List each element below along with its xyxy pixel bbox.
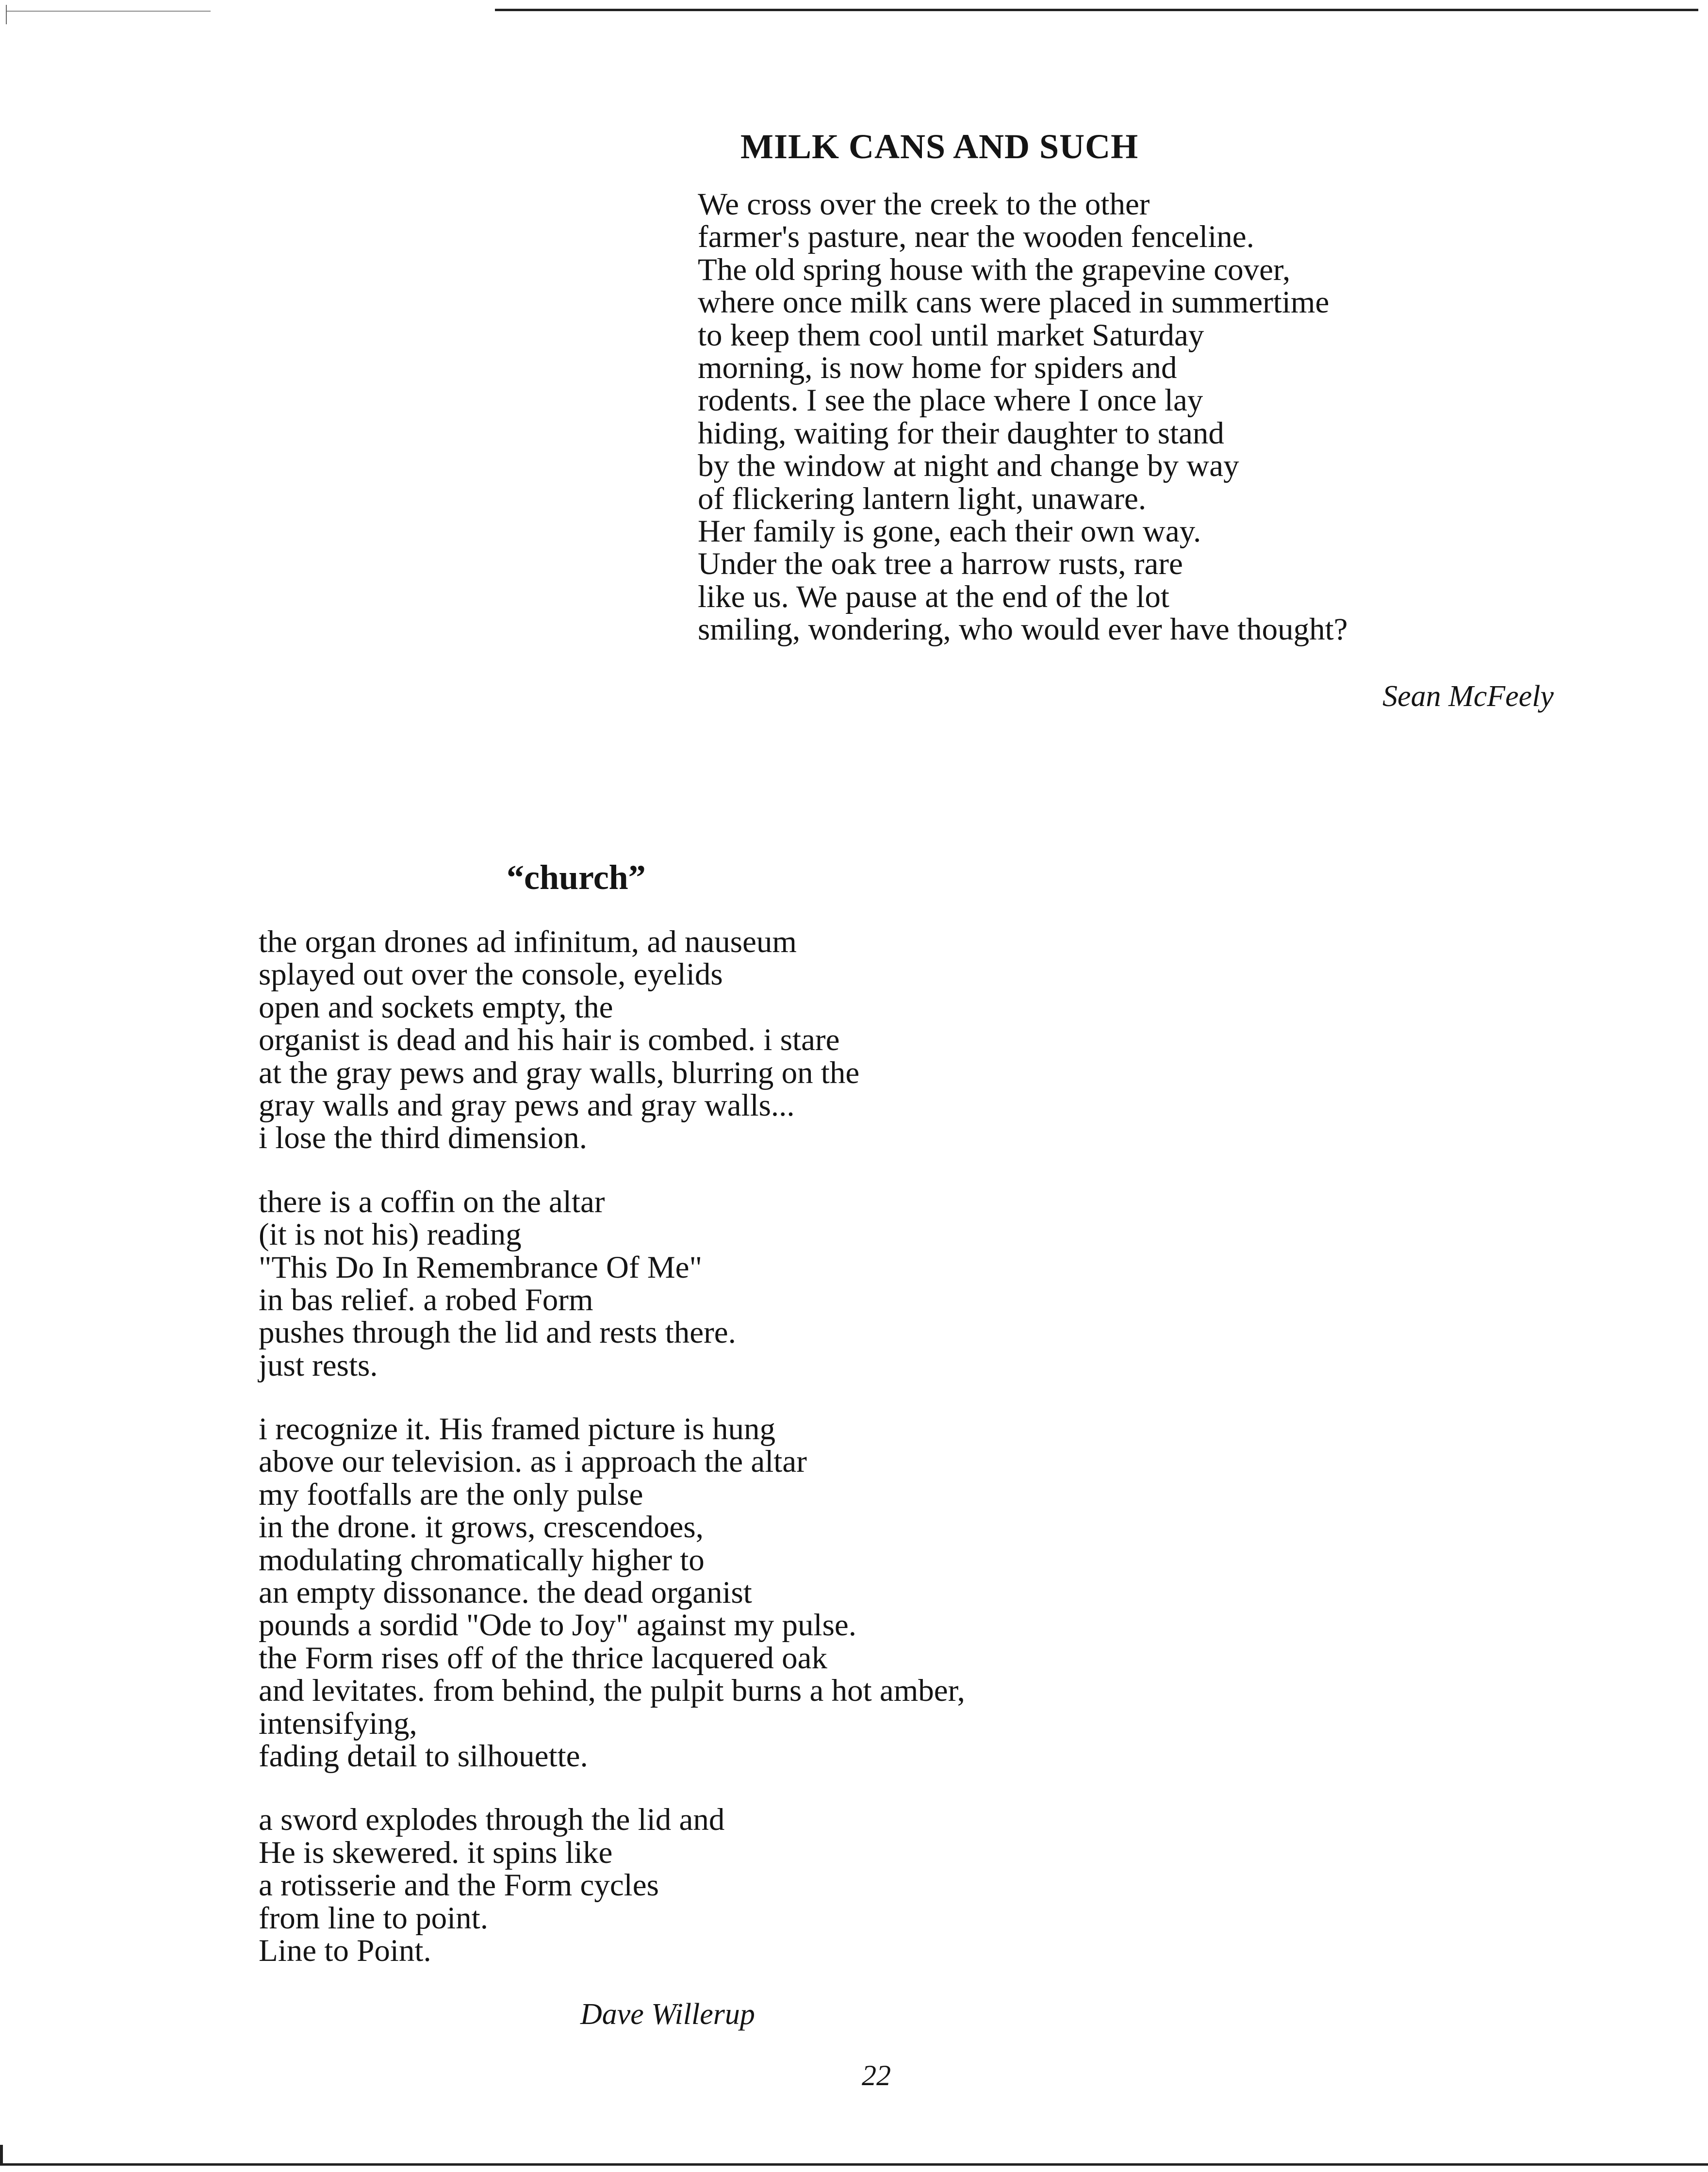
poem-line: rodents. I see the place where I once lay xyxy=(698,383,1203,418)
poem-line: to keep them cool until market Saturday xyxy=(698,317,1204,353)
page-number: 22 xyxy=(862,2059,891,2091)
poem-line: from line to point. xyxy=(259,1900,488,1936)
poem-line: (it is not his) reading xyxy=(259,1217,522,1252)
poem-line: "This Do In Remembrance Of Me" xyxy=(259,1250,703,1285)
poem-line: intensifying, xyxy=(259,1706,417,1741)
stanza-break xyxy=(259,1155,965,1186)
poem-body-milk-cans xyxy=(698,188,1347,646)
corner-mark-bottom xyxy=(0,2145,3,2164)
poem-line: in the drone. it grows, crescendoes, xyxy=(259,1510,704,1545)
bottom-rule xyxy=(0,2163,1708,2166)
poem-line: my footfalls are the only pulse xyxy=(259,1477,643,1512)
poem-line: of flickering lantern light, unaware. xyxy=(698,481,1147,516)
poem-line: above our television. as i approach the altar xyxy=(259,1444,807,1480)
poem-line: Her family is gone, each their own way. xyxy=(698,513,1201,549)
poem-line: splayed out over the console, eyelids xyxy=(259,957,723,992)
poem-line: there is a coffin on the altar xyxy=(259,1184,605,1219)
stanza-break xyxy=(259,1382,965,1413)
poem-body-church xyxy=(259,926,965,1967)
poem-line: morning, is now home for spiders and xyxy=(698,350,1177,385)
poem-line: the organ drones ad infinitum, ad nauseum xyxy=(259,924,797,959)
poem-author-milk-cans: Sean McFeely xyxy=(1382,680,1554,713)
poem-line: a sword explodes through the lid and xyxy=(259,1802,725,1838)
poem-line: smiling, wondering, who would ever have thought? xyxy=(698,612,1348,647)
poem-line: gray walls and gray pews and gray walls... xyxy=(259,1087,795,1123)
poem-line: farmer's pasture, near the wooden fenceline. xyxy=(698,219,1254,255)
poem-line: where once milk cans were placed in summertime xyxy=(698,285,1330,320)
poem-line: in bas relief. a robed Form xyxy=(259,1282,593,1317)
top-rule-faint xyxy=(7,11,211,12)
poem-line: Line to Point. xyxy=(259,1933,431,1968)
poem-line: pounds a sordid "Ode to Joy" against my pulse. xyxy=(259,1608,856,1643)
poem-line: an empty dissonance. the dead organist xyxy=(259,1575,752,1611)
poem-line: hiding, waiting for their daughter to stand xyxy=(698,415,1224,451)
poem-title-milk-cans: MILK CANS AND SUCH xyxy=(740,127,1139,166)
poem-author-church: Dave Willerup xyxy=(580,1998,755,2031)
poem-line: just rests. xyxy=(259,1348,378,1383)
poem-line: Under the oak tree a harrow rusts, rare xyxy=(698,546,1183,582)
poem-line: fading detail to silhouette. xyxy=(259,1738,588,1774)
poem-line: i lose the third dimension. xyxy=(259,1120,588,1156)
poem-line: He is skewered. it spins like xyxy=(259,1835,613,1870)
poem-line: i recognize it. His framed picture is hung xyxy=(259,1412,775,1447)
top-rule xyxy=(495,9,1698,11)
stanza-break xyxy=(259,1773,965,1804)
poem-line: and levitates. from behind, the pulpit burns a hot amber, xyxy=(259,1673,965,1709)
poem-line: pushes through the lid and rests there. xyxy=(259,1315,736,1350)
poem-title-church: “church” xyxy=(507,858,646,897)
poem-line: a rotisserie and the Form cycles xyxy=(259,1868,659,1903)
poem-line: open and sockets empty, the xyxy=(259,989,613,1025)
poem-line: by the window at night and change by way xyxy=(698,448,1239,484)
poem-line: modulating chromatically higher to xyxy=(259,1542,705,1578)
poem-line: We cross over the creek to the other xyxy=(698,187,1150,222)
poem-line: at the gray pews and gray walls, blurring on the xyxy=(259,1055,860,1090)
poem-line: the Form rises off of the thrice lacquered oak xyxy=(259,1640,827,1676)
corner-mark-top xyxy=(6,5,10,24)
poem-line: like us. We pause at the end of the lot xyxy=(698,579,1169,614)
poem-line: The old spring house with the grapevine cover, xyxy=(698,252,1291,287)
poem-line: organist is dead and his hair is combed. i stare xyxy=(259,1022,840,1058)
